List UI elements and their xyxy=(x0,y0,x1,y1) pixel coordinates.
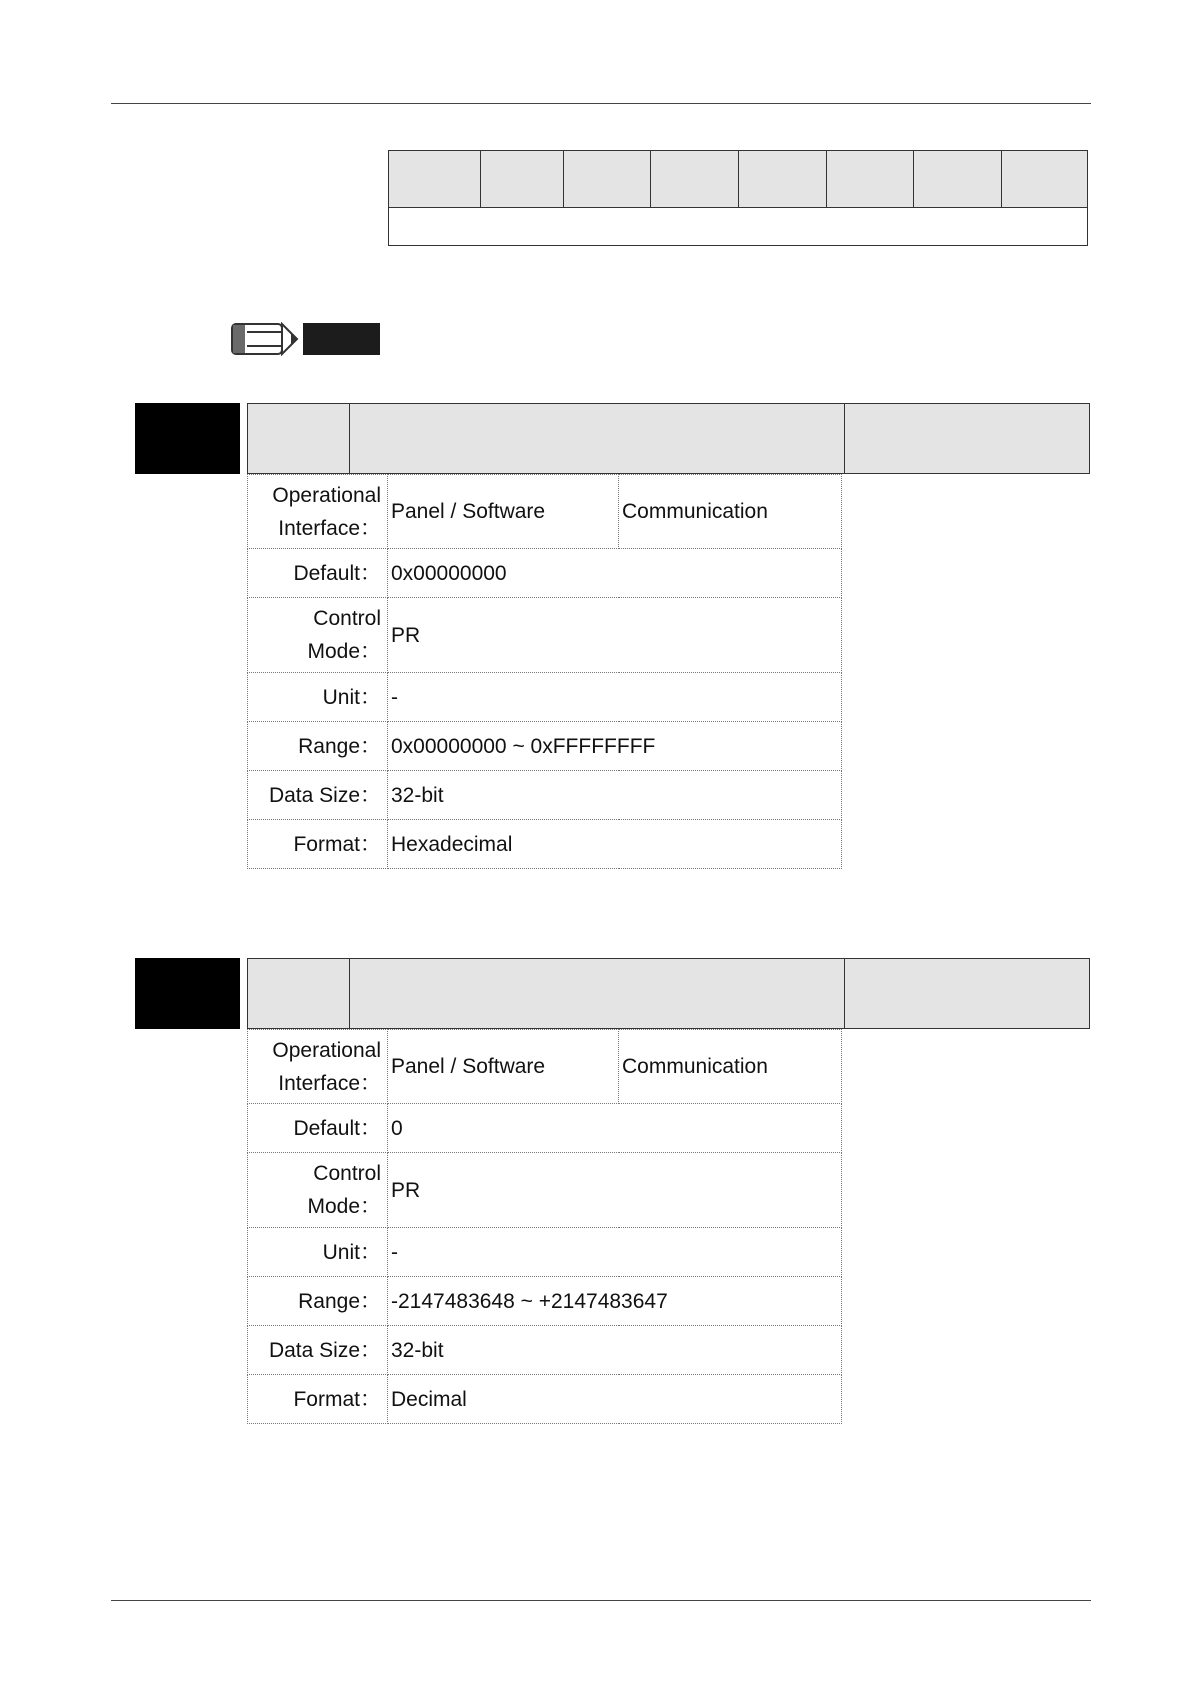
data-size-label: Data Size： xyxy=(248,771,388,820)
format-row xyxy=(248,1375,842,1424)
unit-row xyxy=(248,673,842,722)
panel-software-cell: Panel / Software xyxy=(388,1030,619,1104)
parameter-abbr-cell xyxy=(248,404,350,473)
parameter-name-cell xyxy=(350,959,845,1028)
range-row xyxy=(248,722,842,771)
note-label-block xyxy=(303,323,380,355)
range-value: -2147483648 ~ +2147483647 xyxy=(388,1277,842,1326)
pencil-icon xyxy=(231,322,299,356)
bit-cell xyxy=(651,151,739,208)
bit-cell xyxy=(564,151,651,208)
bit-cell xyxy=(481,151,564,208)
label-line: Mode： xyxy=(307,640,381,663)
control-mode-value: PR xyxy=(388,1153,842,1228)
control-mode-label xyxy=(248,1153,388,1228)
data-size-value: 32-bit xyxy=(388,1326,842,1375)
footer-rule xyxy=(111,1600,1091,1601)
format-label: Format： xyxy=(248,1375,388,1424)
label-line: Control xyxy=(313,1162,381,1185)
bit-cell xyxy=(739,151,827,208)
parameter-header xyxy=(247,403,1090,474)
data-size-row xyxy=(248,771,842,820)
label-line: Interface： xyxy=(278,1071,381,1095)
operational-interface-label xyxy=(248,1030,388,1104)
bit-description-row xyxy=(389,208,1088,246)
data-size-row xyxy=(248,1326,842,1375)
unit-label: Unit： xyxy=(248,1228,388,1277)
operational-interface-label xyxy=(248,475,388,549)
format-value: Hexadecimal xyxy=(388,820,842,869)
data-size-value: 32-bit xyxy=(388,771,842,820)
operational-interface-row xyxy=(248,475,842,549)
range-label: Range： xyxy=(248,722,388,771)
data-size-label: Data Size： xyxy=(248,1326,388,1375)
bit-cell xyxy=(914,151,1002,208)
label-line: Mode： xyxy=(307,1195,381,1218)
bit-cell xyxy=(389,151,481,208)
label-line: Operational xyxy=(272,1038,381,1062)
control-mode-row xyxy=(248,598,842,673)
default-label: Default： xyxy=(248,549,388,598)
default-label: Default： xyxy=(248,1104,388,1153)
default-row xyxy=(248,1104,842,1153)
default-value: 0 xyxy=(388,1104,842,1153)
bit-table xyxy=(388,150,1088,246)
parameter-header xyxy=(247,958,1090,1029)
parameter-name-cell xyxy=(350,404,845,473)
label-line: Interface： xyxy=(278,516,381,540)
bit-cell xyxy=(827,151,914,208)
range-value: 0x00000000 ~ 0xFFFFFFFF xyxy=(388,722,842,771)
parameter-address-cell xyxy=(845,404,1089,473)
parameter-code-block xyxy=(135,958,240,1029)
label-line: Control xyxy=(313,607,381,630)
format-label: Format： xyxy=(248,820,388,869)
unit-label: Unit： xyxy=(248,673,388,722)
parameter-code-block xyxy=(135,403,240,474)
format-row xyxy=(248,820,842,869)
range-row xyxy=(248,1277,842,1326)
format-value: Decimal xyxy=(388,1375,842,1424)
label-line: Operational xyxy=(272,483,381,507)
range-label: Range： xyxy=(248,1277,388,1326)
control-mode-value: PR xyxy=(388,598,842,673)
control-mode-label xyxy=(248,598,388,673)
bit-cell xyxy=(1002,151,1088,208)
default-value: 0x00000000 xyxy=(388,549,842,598)
unit-value: - xyxy=(388,1228,842,1277)
bit-row xyxy=(389,151,1088,208)
parameter-properties xyxy=(247,1029,842,1424)
unit-value: - xyxy=(388,673,842,722)
communication-cell: Communication xyxy=(619,1030,842,1104)
parameter-address-cell xyxy=(845,959,1089,1028)
header-rule xyxy=(111,103,1091,104)
default-row xyxy=(248,549,842,598)
bit-description-cell xyxy=(389,208,1088,246)
parameter-properties xyxy=(247,474,842,869)
control-mode-row xyxy=(248,1153,842,1228)
parameter-abbr-cell xyxy=(248,959,350,1028)
operational-interface-row xyxy=(248,1030,842,1104)
panel-software-cell: Panel / Software xyxy=(388,475,619,549)
communication-cell: Communication xyxy=(619,475,842,549)
unit-row xyxy=(248,1228,842,1277)
